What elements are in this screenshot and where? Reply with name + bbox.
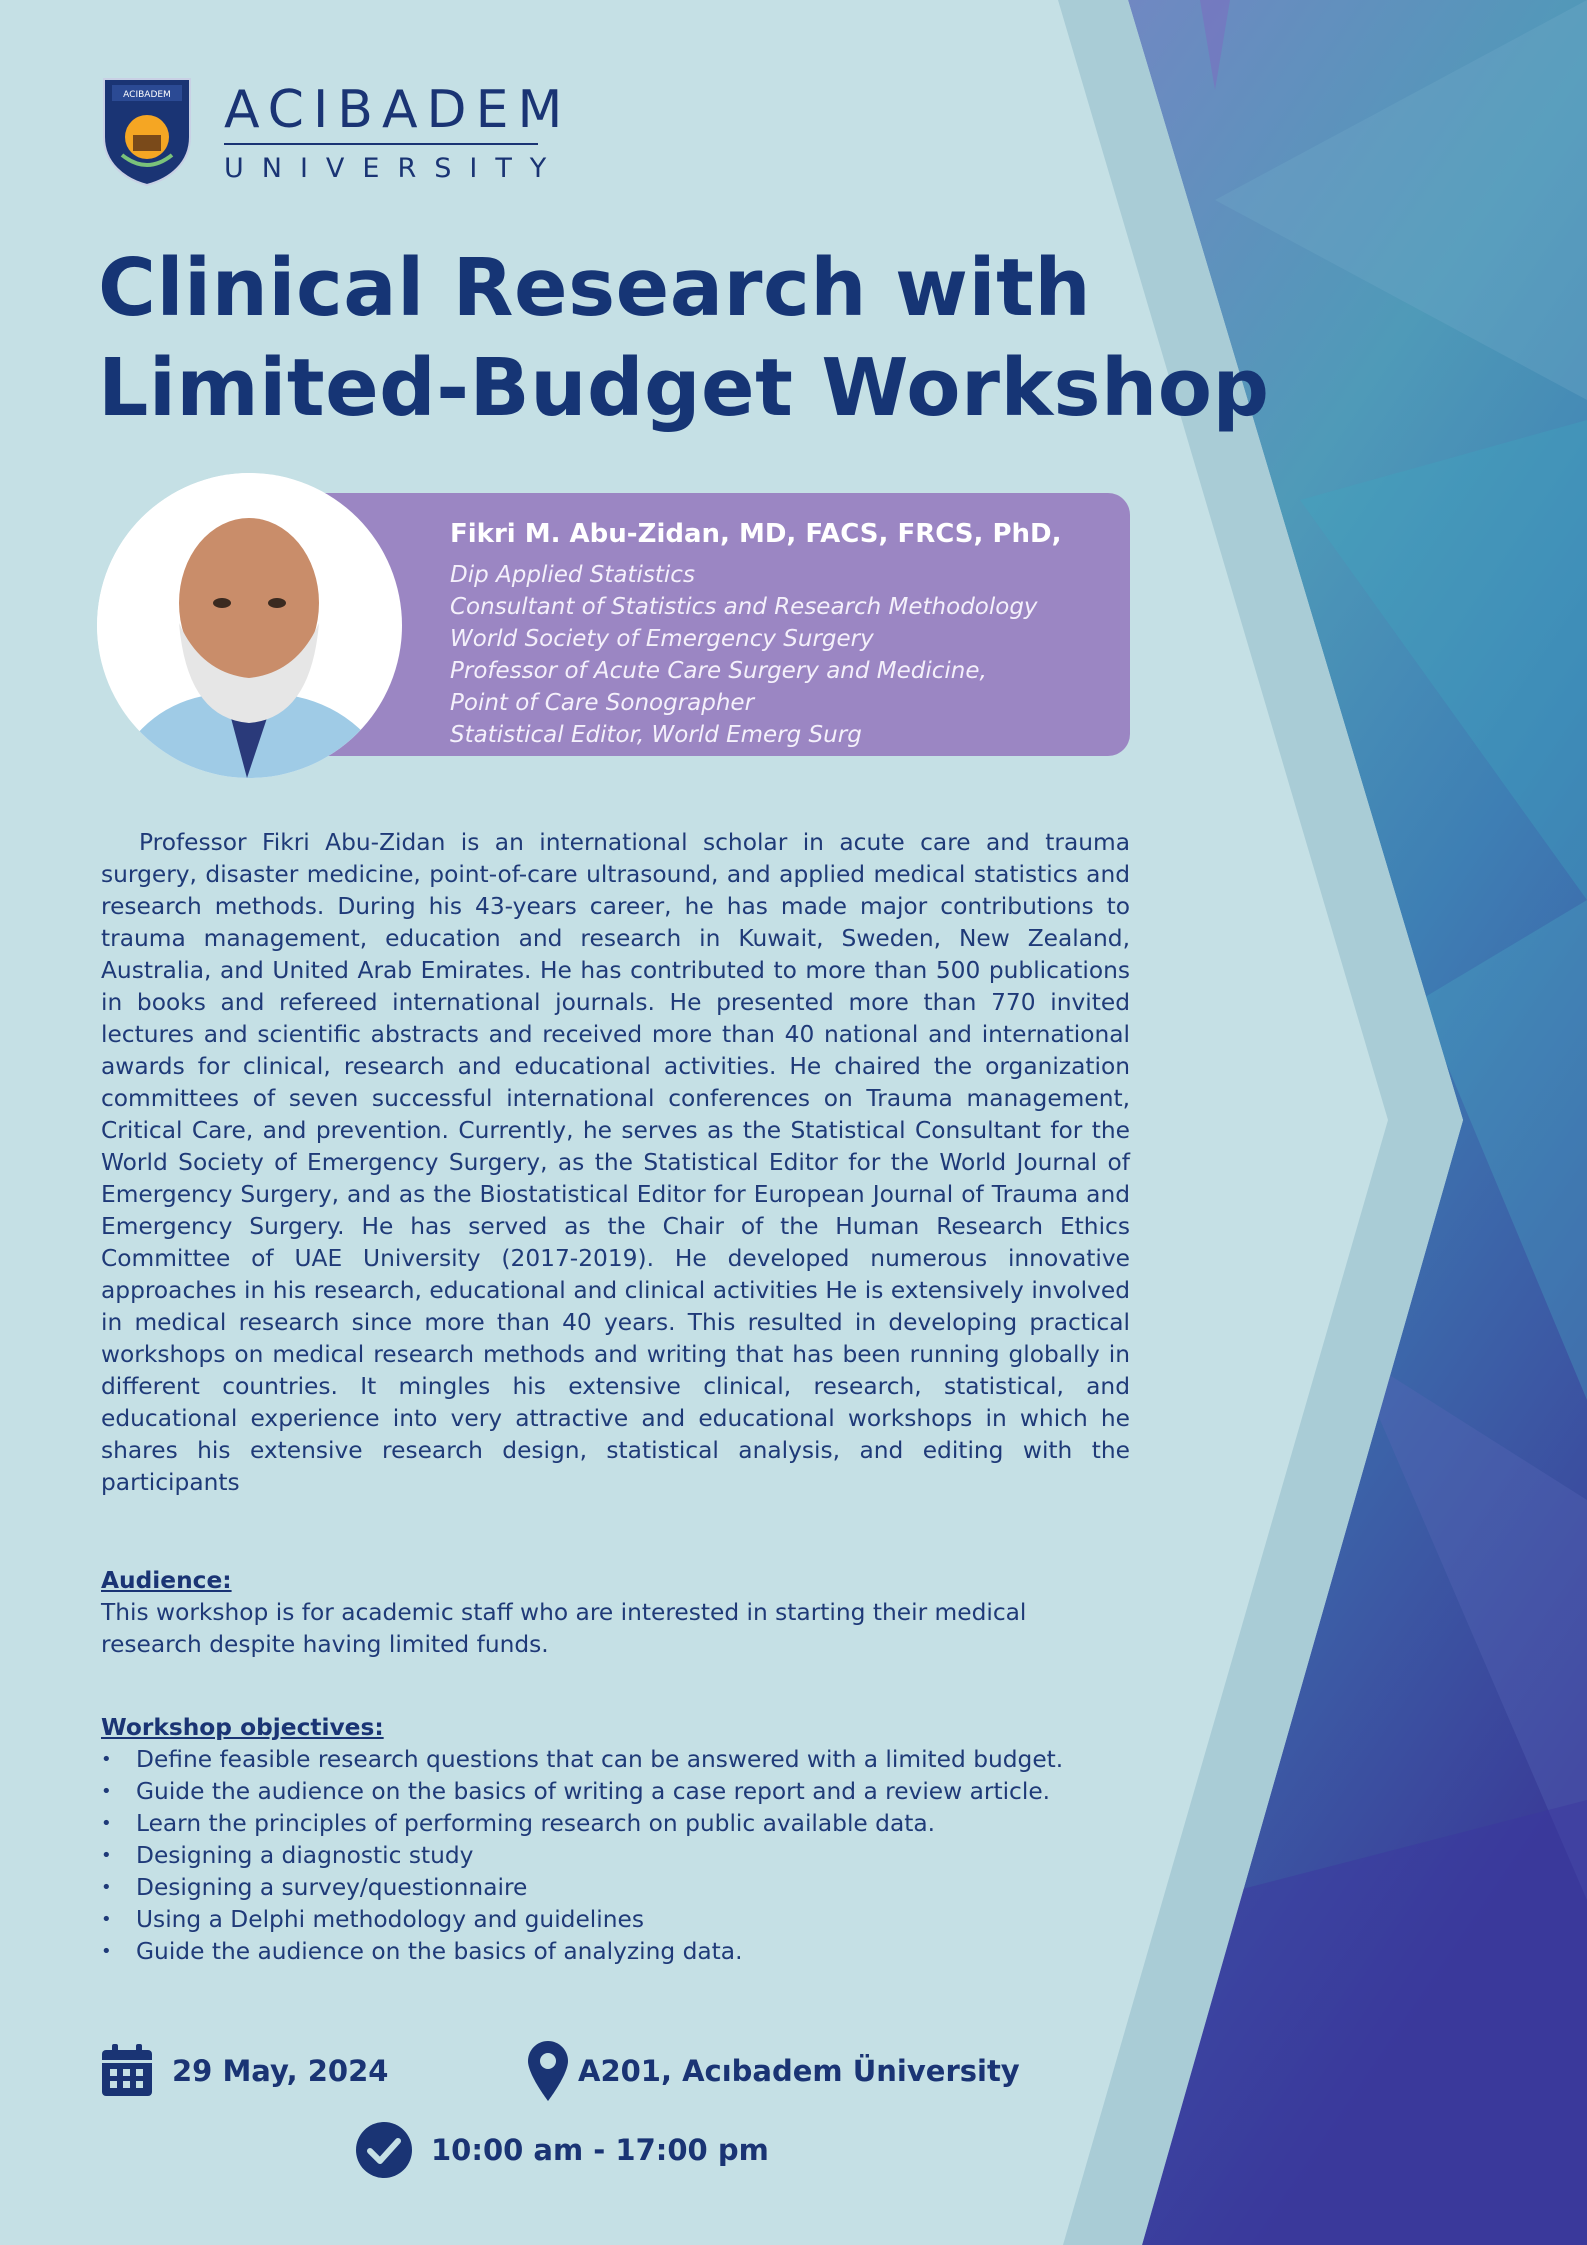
event-time-text: 10:00 am - 17:00 pm bbox=[431, 2133, 769, 2167]
objective-item: • Designing a diagnostic study bbox=[101, 1840, 1141, 1872]
event-time bbox=[355, 2121, 769, 2179]
brand-name: ACIBADEM bbox=[224, 80, 572, 140]
speaker-credential: Dip Applied Statistics bbox=[450, 562, 695, 588]
speaker-credential: Professor of Acute Care Surgery and Medicine, bbox=[450, 658, 987, 684]
audience-heading: Audience: bbox=[101, 1567, 232, 1594]
objective-item: • Define feasible research questions that can be answered with a limited budget. bbox=[101, 1744, 1141, 1776]
audience-section bbox=[101, 1565, 1121, 1661]
speaker-credential: Consultant of Statistics and Research Methodology bbox=[450, 594, 1038, 620]
brand-divider bbox=[224, 143, 538, 145]
objectives-list bbox=[101, 1744, 1141, 1968]
university-seal-logo bbox=[100, 75, 194, 191]
event-date-text: 29 May, 2024 bbox=[172, 2054, 389, 2088]
event-date bbox=[100, 2044, 388, 2098]
objective-item: • Using a Delphi methodology and guidelines bbox=[101, 1904, 1141, 1936]
objective-item: • Learn the principles of performing research on public available data. bbox=[101, 1808, 1141, 1840]
brand-wordmark bbox=[224, 80, 571, 184]
objective-item: • Guide the audience on the basics of analyzing data. bbox=[101, 1936, 1141, 1968]
speaker-credential: Point of Care Sonographer bbox=[450, 690, 755, 716]
brand-subtitle: UNIVERSITY bbox=[224, 153, 565, 184]
title-line-2: Limited-Budget Workshop bbox=[98, 342, 1270, 434]
event-location-text: A201, Acıbadem Üniversity bbox=[578, 2054, 1020, 2088]
event-location bbox=[528, 2041, 1020, 2101]
speaker-photo bbox=[97, 473, 402, 778]
svg-text:ACIBADEM: ACIBADEM bbox=[123, 90, 171, 100]
speaker-biography: Professor Fikri Abu-Zidan is an international scholar in acute care and trauma surgery, disaster medicine, point-of-care ultrasound, and applied medical statistics and research methods. During his 43-years career, he has made major contributions to trauma management, education and research in Kuwait, Sweden, New Zealand, Australia, and United Arab Emirates. He has contributed to more than 500 publications in books and refereed international journals. He presented more than 770 invited lectures and scientific abstracts and received more than 40 national and international awards for clinical, research and educational activities. He chaired the organization committees of seven successful international conferences on Trauma management, Critical Care, and prevention. Currently, he serves as the Statistical Consultant for the World Society of Emergency Surgery, as the Statistical Editor for the World Journal of Emergency Surgery, and as the Biostatistical Editor for European Journal of Trauma and Emergency Surgery. He has served as the Chair of the Human Research Ethics Committee of UAE University (2017-2019). He developed numerous innovative approaches in his research, educational and clinical activities He is extensively involved in medical research since more than 40 years. This resulted in developing practical workshops on medical research methods and writing that has been running globally in different countries. It mingles his extensive clinical, research, statistical, and educational experience into very attractive and educational workshops in which he shares his extensive research design, statistical analysis, and editing with the participants bbox=[101, 829, 1130, 1496]
audience-text: This workshop is for academic staff who are interested in starting their medical research despite having limited funds. bbox=[101, 1599, 1027, 1658]
title-line-1: Clinical Research with bbox=[98, 242, 1092, 334]
speaker-name: Fikri M. Abu-Zidan, MD, FACS, FRCS, PhD, bbox=[450, 519, 1062, 549]
calendar-icon bbox=[100, 2044, 154, 2098]
speaker-details bbox=[450, 515, 1090, 751]
clock-icon bbox=[355, 2121, 413, 2179]
location-pin-icon bbox=[528, 2041, 568, 2101]
objectives-heading: Workshop objectives: bbox=[101, 1714, 384, 1741]
speaker-credential: Statistical Editor, World Emerg Surg bbox=[450, 722, 862, 748]
objectives-section bbox=[101, 1712, 1141, 1968]
objective-item: • Guide the audience on the basics of writing a case report and a review article. bbox=[101, 1776, 1141, 1808]
page-title bbox=[98, 238, 1270, 438]
objective-item: • Designing a survey/questionnaire bbox=[101, 1872, 1141, 1904]
speaker-credential: World Society of Emergency Surgery bbox=[450, 626, 874, 652]
